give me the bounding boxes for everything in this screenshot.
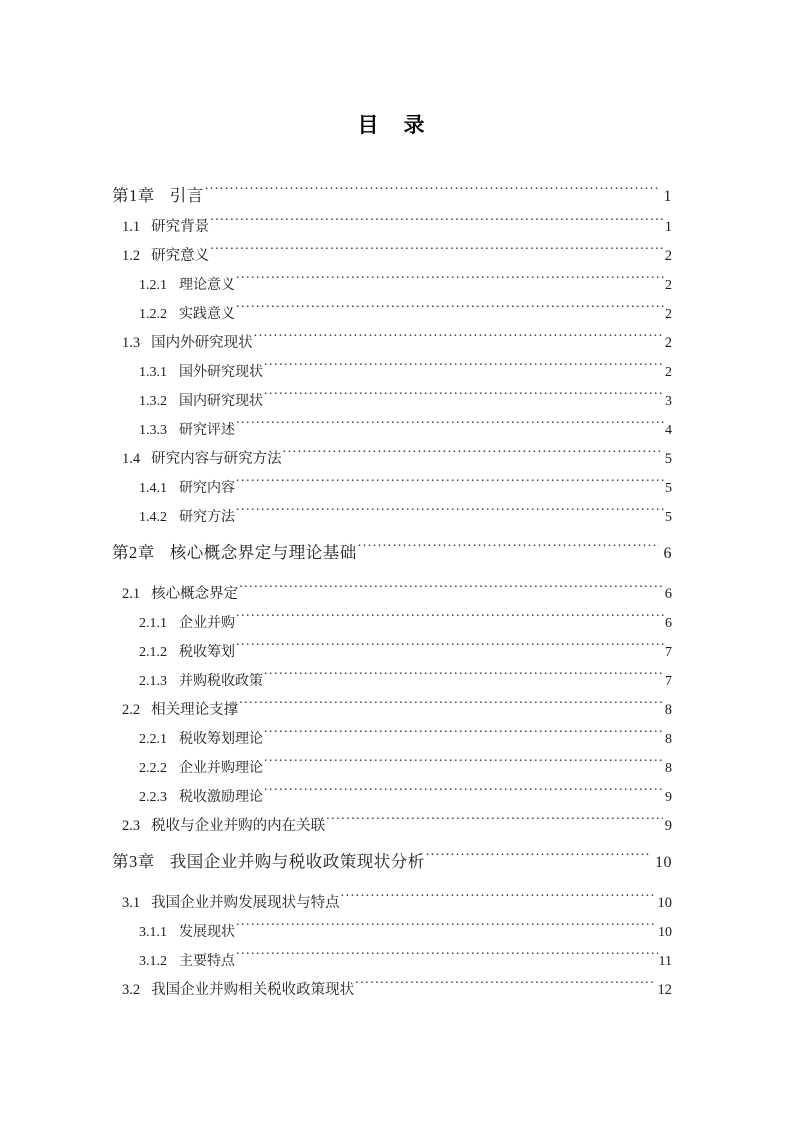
toc-entry[interactable] [112, 638, 672, 667]
leader-dots [210, 246, 663, 261]
toc-entry-number: 2.2.1 [139, 732, 167, 747]
toc-entry-title: 研究方法 [179, 510, 235, 525]
toc-entry-page: 8 [665, 732, 672, 747]
leader-dots [341, 893, 656, 908]
toc-entry-page: 2 [664, 248, 672, 264]
toc-entry-number: 1.4.1 [139, 481, 167, 496]
toc-entry-page: 7 [665, 674, 672, 689]
toc-entry-title: 研究意义 [151, 248, 210, 264]
leader-dots [236, 613, 664, 627]
toc-entry-title: 理论意义 [179, 278, 235, 293]
toc-entry-page: 10 [657, 895, 672, 911]
toc-entry-page: 2 [665, 278, 672, 293]
toc-entry-page: 4 [665, 423, 672, 438]
toc-entry-page: 11 [658, 954, 672, 969]
toc-entry[interactable] [112, 580, 672, 609]
toc-entry-page: 6 [663, 545, 672, 562]
toc-entry-number: 1.4 [122, 451, 141, 467]
toc-entry-number: 1.3.1 [139, 365, 167, 380]
toc-entry[interactable] [112, 667, 672, 696]
leader-dots [264, 671, 664, 685]
toc-entry-number: 1.3.3 [139, 423, 167, 438]
toc-entry-number: 1.2.2 [139, 307, 167, 322]
toc-entry-number: 1.3 [122, 335, 141, 351]
toc-entry[interactable] [112, 329, 672, 358]
toc-entry-page: 5 [664, 451, 672, 467]
toc-entry-title: 税收筹划理论 [179, 732, 263, 747]
toc-entry-page: 7 [665, 645, 672, 660]
leader-dots [355, 980, 655, 995]
toc-entry[interactable] [112, 416, 672, 445]
toc-entry[interactable] [112, 696, 672, 725]
toc-entry[interactable] [112, 812, 672, 841]
toc-entry[interactable] [112, 538, 672, 568]
leader-dots [236, 951, 658, 965]
leader-dots [205, 185, 659, 202]
toc-entry-number: 3.2 [122, 982, 141, 998]
leader-dots [426, 851, 650, 868]
toc-entry-number: 第3章 [112, 852, 155, 871]
toc-entry[interactable] [112, 474, 672, 503]
leader-dots [264, 391, 664, 405]
page-title: 目 录 [357, 113, 427, 137]
toc-entry-title: 引言 [169, 186, 204, 205]
leader-dots [236, 275, 664, 289]
leader-dots [283, 449, 663, 464]
toc-entry-title: 研究内容 [179, 481, 235, 496]
leader-dots [236, 922, 657, 936]
toc-list [112, 181, 672, 1005]
leader-dots [236, 304, 664, 318]
toc-entry[interactable] [112, 503, 672, 532]
leader-dots [210, 217, 663, 232]
leader-dots [239, 584, 663, 599]
toc-entry-page: 3 [665, 394, 672, 409]
toc-entry-page: 2 [664, 335, 672, 351]
toc-entry-number: 第1章 [112, 186, 155, 205]
toc-entry-title: 我国企业并购与税收政策现状分析 [169, 852, 425, 871]
toc-entry[interactable] [112, 271, 672, 300]
toc-entry[interactable] [112, 889, 672, 918]
toc-entry-page: 12 [657, 982, 672, 998]
toc-entry[interactable] [112, 242, 672, 271]
toc-entry-page: 8 [665, 761, 672, 776]
toc-entry-title: 国内研究现状 [179, 394, 263, 409]
toc-entry[interactable] [112, 947, 672, 976]
toc-entry-number: 第2章 [112, 543, 155, 562]
toc-entry-page: 2 [665, 307, 672, 322]
toc-entry-page: 5 [665, 510, 672, 525]
toc-entry[interactable] [112, 300, 672, 329]
toc-entry-number: 1.3.2 [139, 394, 167, 409]
leader-dots [236, 507, 664, 521]
toc-entry-page: 6 [665, 616, 672, 631]
toc-entry-page: 5 [665, 481, 672, 496]
toc-entry-title: 研究内容与研究方法 [151, 451, 282, 467]
toc-entry-title: 相关理论支撑 [151, 702, 239, 718]
toc-entry[interactable] [112, 445, 672, 474]
toc-entry[interactable] [112, 918, 672, 947]
toc-entry-title: 我国企业并购发展现状与特点 [151, 895, 340, 911]
leader-dots [264, 787, 664, 801]
toc-entry-number: 1.2.1 [139, 278, 167, 293]
leader-dots [264, 362, 664, 376]
toc-entry-title: 税收激励理论 [179, 790, 263, 805]
toc-entry-page: 2 [665, 365, 672, 380]
leader-dots [264, 729, 664, 743]
toc-entry[interactable] [112, 725, 672, 754]
toc-entry-page: 9 [665, 790, 672, 805]
toc-entry-number: 2.3 [122, 818, 141, 834]
toc-entry-number: 2.2 [122, 702, 141, 718]
toc-entry-title: 发展现状 [179, 925, 235, 940]
toc-entry-title: 税收筹划 [179, 645, 235, 660]
toc-entry[interactable] [112, 609, 672, 638]
leader-dots [358, 542, 659, 559]
toc-entry-title: 主要特点 [179, 954, 235, 969]
toc-entry[interactable] [112, 213, 672, 242]
leader-dots [236, 478, 664, 492]
toc-entry[interactable] [112, 387, 672, 416]
toc-entry-number: 2.2.2 [139, 761, 167, 776]
toc-entry-title: 国内外研究现状 [151, 335, 253, 351]
toc-entry-number: 1.2 [122, 248, 141, 264]
toc-entry-number: 1.1 [122, 219, 141, 235]
toc-entry[interactable] [112, 358, 672, 387]
toc-entry[interactable] [112, 976, 672, 1005]
toc-entry-number: 3.1.1 [139, 925, 167, 940]
toc-entry-number: 1.4.2 [139, 510, 167, 525]
toc-entry-title: 企业并购理论 [179, 761, 263, 776]
leader-dots [236, 420, 664, 434]
toc-entry[interactable] [112, 847, 672, 877]
toc-entry-title: 税收与企业并购的内在关联 [151, 818, 326, 834]
toc-entry-page: 8 [664, 702, 672, 718]
leader-dots [326, 816, 663, 831]
toc-entry-number: 2.2.3 [139, 790, 167, 805]
toc-entry[interactable] [112, 783, 672, 812]
toc-entry-number: 2.1.2 [139, 645, 167, 660]
toc-entry[interactable] [112, 754, 672, 783]
toc-entry-number: 2.1.1 [139, 616, 167, 631]
toc-entry-title: 核心概念界定 [151, 586, 239, 602]
toc-entry-title: 我国企业并购相关税收政策现状 [151, 982, 355, 998]
toc-entry-page: 6 [664, 586, 672, 602]
toc-entry-title: 并购税收政策 [179, 674, 263, 689]
toc-entry-title: 企业并购 [179, 616, 235, 631]
toc-entry-page: 1 [663, 188, 672, 205]
toc-entry-number: 2.1.3 [139, 674, 167, 689]
leader-dots [236, 642, 664, 656]
toc-entry-number: 3.1 [122, 895, 141, 911]
toc-entry-page: 1 [664, 219, 672, 235]
toc-entry-title: 核心概念界定与理论基础 [169, 543, 357, 562]
toc-entry-title: 国外研究现状 [179, 365, 263, 380]
leader-dots [239, 700, 663, 715]
leader-dots [254, 333, 663, 348]
toc-entry-page: 9 [664, 818, 672, 834]
toc-entry-page: 10 [658, 925, 672, 940]
toc-entry-number: 3.1.2 [139, 954, 167, 969]
leader-dots [264, 758, 664, 772]
toc-entry-title: 实践意义 [179, 307, 235, 322]
toc-entry[interactable] [112, 181, 672, 211]
toc-entry-number: 2.1 [122, 586, 141, 602]
toc-entry-title: 研究评述 [179, 423, 235, 438]
toc-entry-title: 研究背景 [151, 219, 210, 235]
toc-entry-page: 10 [655, 854, 672, 871]
